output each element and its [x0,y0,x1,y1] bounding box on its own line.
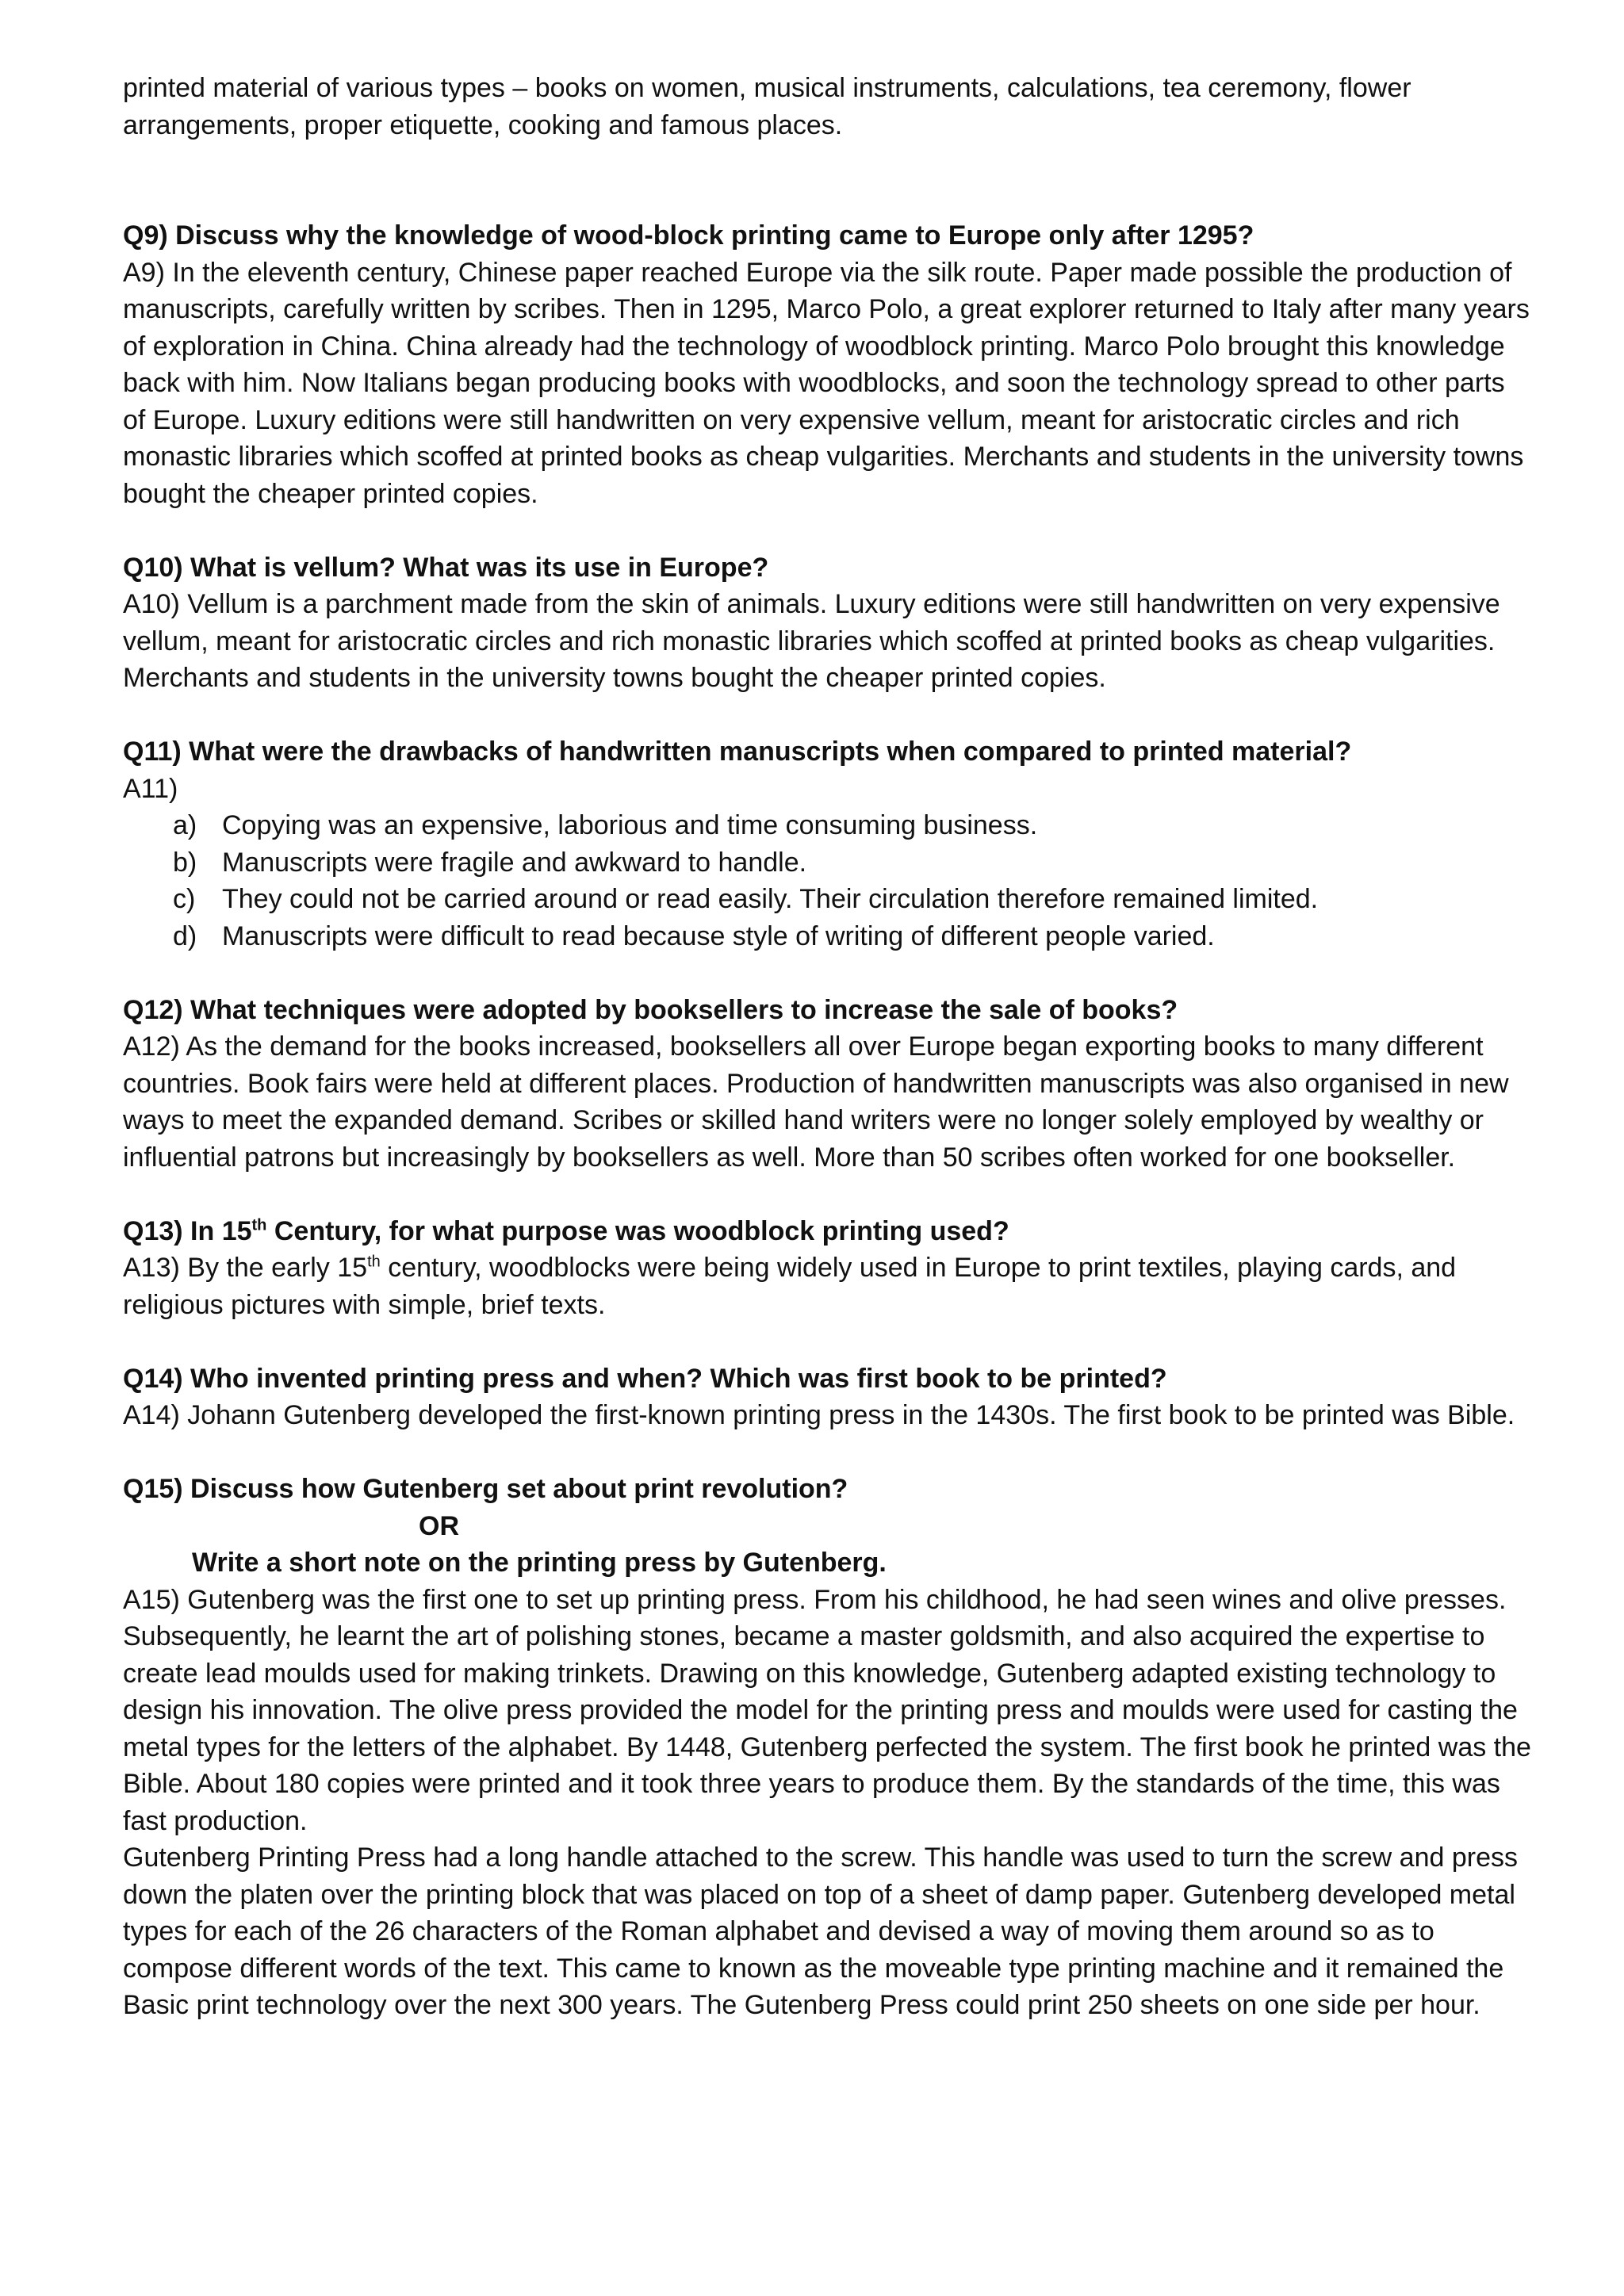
q13-answer-post: century, woodblocks were being widely used in Europe to print textiles, playing cards, and religious pictures with simple, brief texts. [123,1253,1457,1320]
q11-question: Q11) What were the drawbacks of handwritten manuscripts when compared to printed material? [123,737,1352,767]
q10-answer: A10) Vellum is a parchment made from the skin of animals. Luxury editions were still handwritten on very expensive vellum, meant for aristocratic circles and rich monastic libraries which scoffed at printed books as cheap vulgarities. Merchants and students in the university towns bought the cheaper printed copies. [123,589,1500,693]
q15-question: Q15) Discuss how Gutenberg set about print revolution? [123,1474,848,1504]
list-marker: c) [173,884,196,914]
spacer [123,1434,1534,1471]
q11-drawbacks-list [123,807,1534,955]
spacer [123,144,1534,217]
q9-section [123,217,1534,512]
q13-answer [123,1249,1534,1323]
q15-answer-continued: Gutenberg Printing Press had a long handle attached to the screw. This handle was used to turn the screw and press down the platen over the printing block that was placed on top of a sheet of damp paper. Gutenberg developed metal types for each of the 26 characters of the Roman alphabet and devised a way of moving them around so as to compose different words of the text. This came to known as the moveable type printing machine and it remained the Basic print technology over the next 300 years. The Gutenberg Press could print 250 sheets on one side per hour. [123,1843,1518,2020]
q13-question-sup: th [251,1216,267,1234]
list-item [123,807,1534,844]
q12-question: Q12) What techniques were adopted by booksellers to increase the sale of books? [123,994,1178,1025]
q14-question: Q14) Who invented printing press and when? Which was first book to be printed? [123,1363,1167,1394]
q15-section [123,1471,1534,2024]
q13-question-pre: Q13) In 15 [123,1215,252,1246]
q12-answer: A12) As the demand for the books increased, booksellers all over Europe began exporting books to many different countries. Book fairs were held at different places. Production of handwritten manuscripts was also organised in new ways to meet the expanded demand. Scribes or skilled hand writers were no longer solely employed by wealthy or influential patrons but increasingly by booksellers as well. More than 50 scribes often worked for one bookseller. [123,1031,1509,1173]
q13-section [123,1213,1534,1324]
q13-answer-sup: th [367,1253,381,1271]
list-marker: d) [173,920,197,951]
q9-answer: A9) In the eleventh century, Chinese paper reached Europe via the silk route. Paper made possible the production of manuscripts, carefully written by scribes. Then in 1295, Marco Polo, a great explorer returned to Italy after many years of exploration in China. China already had the technology of woodblock printing. Marco Polo brought this knowledge back with him. Now Italians began producing books with woodblocks, and soon the technology spread to other parts of Europe. Luxury editions were still handwritten on very expensive vellum, meant for aristocratic circles and rich monastic libraries which scoffed at printed books as cheap vulgarities. Merchants and students in the university towns bought the cheaper printed copies. [123,257,1530,509]
list-item-text: Manuscripts were difficult to read because style of writing of different people varied. [222,920,1215,951]
list-item-text: They could not be carried around or read easily. Their circulation therefore remained limited. [222,884,1319,914]
list-item [123,918,1534,955]
spacer [123,512,1534,549]
q13-answer-pre: A13) By the early 15 [123,1253,368,1283]
q13-question-post: Century, for what purpose was woodblock printing used? [266,1215,1009,1246]
q12-section [123,992,1534,1177]
q10-section [123,549,1534,697]
spacer [123,1176,1534,1213]
q11-answer-label: A11) [123,773,178,804]
q15-or-separator: OR [419,1510,459,1541]
list-marker: a) [173,810,197,840]
q14-answer: A14) Johann Gutenberg developed the first-known printing press in the 1430s. The first book to be printed was Bible. [123,1400,1515,1430]
spacer [123,955,1534,992]
q14-section [123,1360,1534,1434]
document-page [123,70,1534,2024]
list-item-text: Copying was an expensive, laborious and time consuming business. [222,810,1038,840]
intro-paragraph: printed material of various types – books on women, musical instruments, calculations, tea ceremony, flower arrangements, proper etiquette, cooking and famous places. [123,73,1411,140]
list-item-text: Manuscripts were fragile and awkward to handle. [222,847,807,878]
q9-question: Q9) Discuss why the knowledge of wood-block printing came to Europe only after 1295? [123,220,1254,251]
list-item [123,881,1534,918]
q13-question [123,1213,1534,1250]
spacer [123,1323,1534,1360]
q10-question: Q10) What is vellum? What was its use in Europe? [123,552,769,583]
list-marker: b) [173,847,197,878]
q15-alt-question: Write a short note on the printing press by Gutenberg. [192,1548,887,1578]
spacer [123,697,1534,734]
q15-answer: A15) Gutenberg was the first one to set up printing press. From his childhood, he had seen wines and olive presses. Subsequently, he learnt the art of polishing stones, became a master goldsmith, and also acquired the expertise to create lead moulds used for making trinkets. Drawing on this knowledge, Gutenberg adapted existing technology to design his innovation. The olive press provided the model for the printing press and moulds were used for casting the metal types for the letters of the alphabet. By 1448, Gutenberg perfected the system. The first book he printed was the Bible. About 180 copies were printed and it took three years to produce them. By the standards of the time, this was fast production. [123,1584,1531,1836]
q11-section [123,733,1534,955]
list-item [123,844,1534,882]
